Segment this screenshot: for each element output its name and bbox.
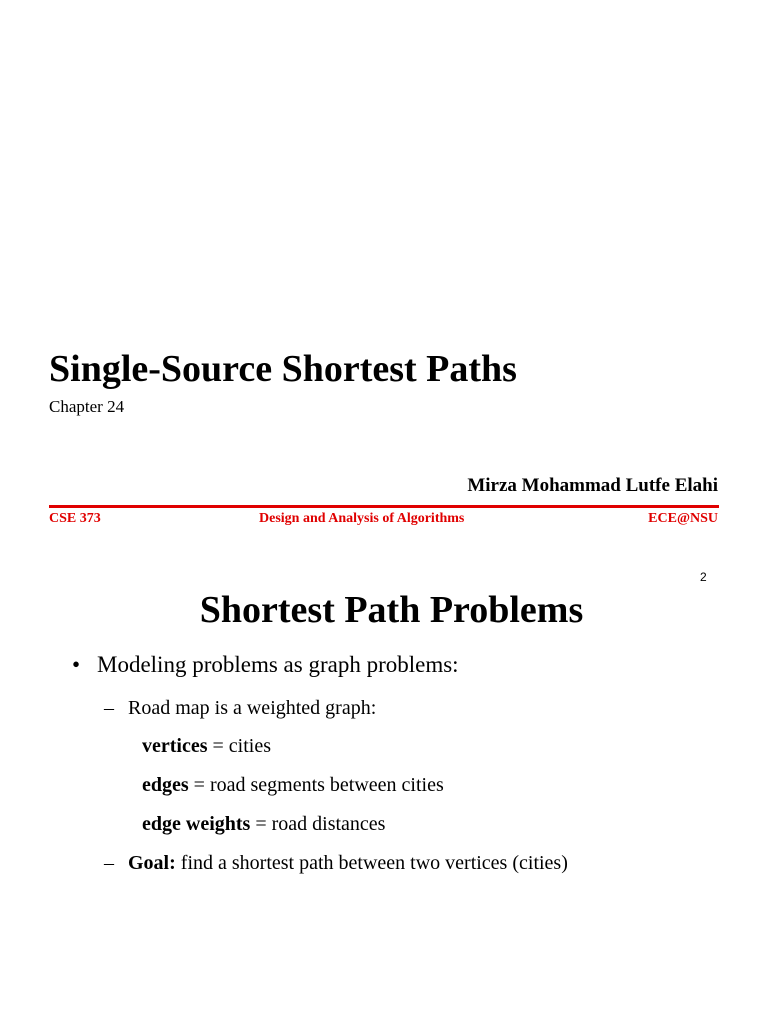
dash-marker: – (104, 697, 114, 719)
bullet-item (72, 650, 459, 680)
footer-department: ECE@NSU (648, 511, 718, 526)
definition-rest: = road distances (250, 813, 386, 835)
sub-item-road-map (104, 695, 376, 721)
dash-marker: – (104, 852, 114, 874)
sub-item-text: Road map is a weighted graph: (128, 697, 377, 719)
definition-rest: = road segments between cities (188, 774, 444, 796)
bullet-text: Modeling problems as graph problems: (97, 652, 459, 677)
slide2-title: Shortest Path Problems (199, 589, 584, 631)
bullet-marker: • (72, 652, 81, 677)
definition-term: edges (142, 774, 189, 796)
definition-vertices (142, 733, 271, 759)
definition-term: edge weights (142, 813, 251, 835)
slide1-title: Single-Source Shortest Paths (49, 348, 517, 390)
definition-rest: = cities (207, 735, 272, 757)
definition-edges (142, 772, 444, 798)
footer-course-name: Design and Analysis of Algorithms (259, 511, 465, 526)
slide1-author: Mirza Mohammad Lutfe Elahi (467, 475, 718, 496)
slide1-footer-divider (49, 505, 719, 508)
sub-item-goal (104, 850, 568, 876)
sub-item-text: find a shortest path between two vertices (cities) (175, 852, 568, 874)
definition-term: vertices (142, 735, 208, 757)
definition-edge-weights (142, 811, 385, 837)
slide1-chapter: Chapter 24 (49, 397, 125, 416)
slide2-page-number: 2 (700, 570, 707, 584)
footer-course-code: CSE 373 (49, 511, 101, 526)
goal-label: Goal: (128, 852, 176, 874)
